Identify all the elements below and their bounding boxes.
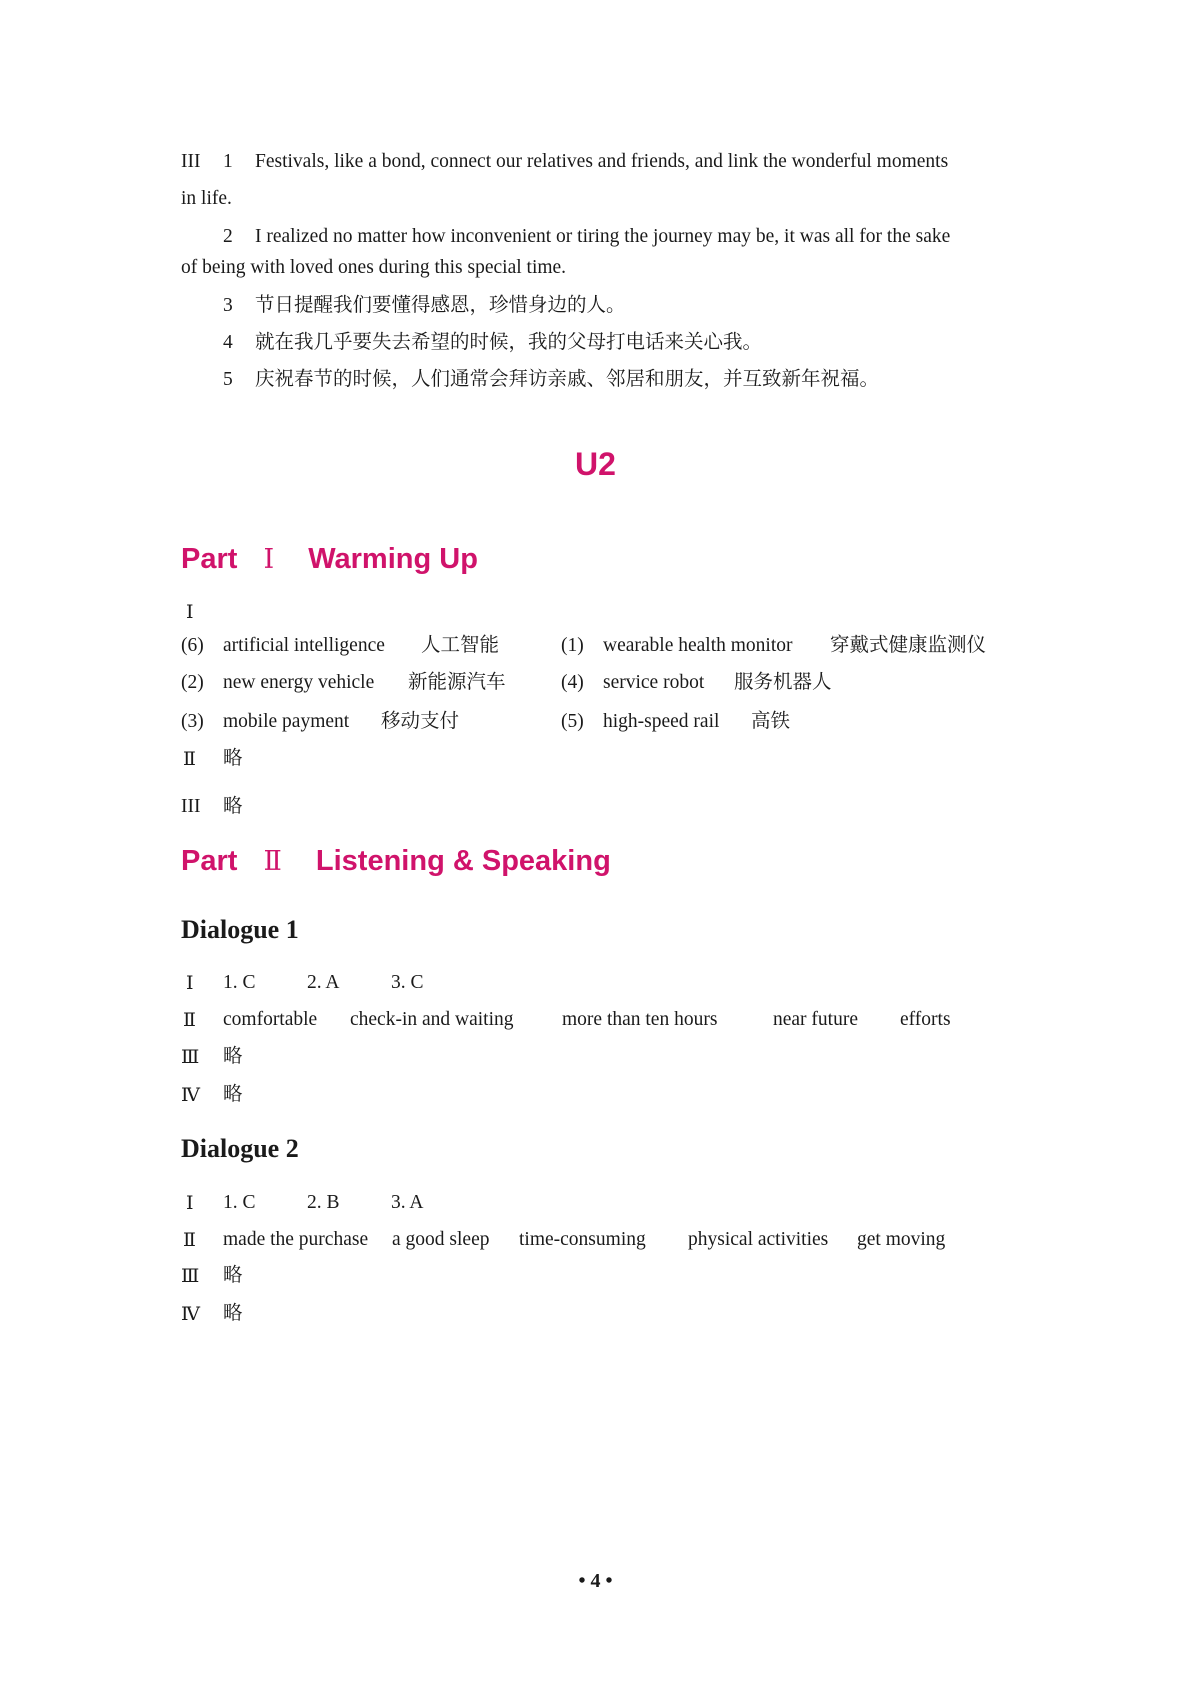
vocab-number: (5) (561, 711, 584, 732)
part-title: Listening & Speaking (315, 845, 611, 877)
vocab-chinese: 新能源汽车 (408, 672, 506, 693)
answer: 3. A (391, 1192, 424, 1213)
answer-omitted: 略 (223, 796, 243, 817)
part-title: Warming Up (308, 543, 478, 575)
item-text: 就在我几乎要失去希望的时候，我的父母打电话来关心我。 (255, 332, 763, 353)
vocab-number: (2) (181, 672, 204, 693)
section-label: Ⅳ (181, 1084, 200, 1106)
vocab-chinese: 移动支付 (381, 711, 460, 732)
section-label: Ⅱ (183, 748, 196, 770)
vocab-english: wearable health monitor (603, 635, 793, 656)
part-numeral: Ⅱ (263, 846, 282, 877)
answer-omitted: 略 (223, 1303, 243, 1324)
item-text-continued: of being with loved ones during this special time. (181, 257, 567, 278)
section-label: Ⅰ (186, 601, 194, 623)
item-number: 3 (223, 295, 233, 316)
dialogue-2-title: Dialogue 2 (181, 1134, 299, 1163)
answer: a good sleep (392, 1229, 490, 1250)
answer: 3. C (391, 972, 424, 993)
item-text: Festivals, like a bond, connect our relatives and friends, and link the wonderful moments (255, 151, 949, 172)
answer: comfortable (223, 1009, 318, 1030)
answer: 1. C (223, 1192, 256, 1213)
section-label: III (181, 796, 201, 817)
section-label: Ⅲ (181, 1265, 200, 1287)
answer: made the purchase (223, 1229, 369, 1250)
vocab-number: (1) (561, 635, 584, 656)
vocab-english: service robot (603, 672, 705, 693)
part-word: Part (181, 845, 238, 877)
part-2-heading (181, 843, 611, 880)
section-label: Ⅰ (186, 1192, 194, 1214)
item-number: 4 (223, 332, 233, 353)
item-number: 1 (223, 151, 233, 172)
item-text: I realized no matter how inconvenient or tiring the journey may be, it was all for the sake (255, 226, 951, 247)
answer: efforts (900, 1009, 951, 1030)
answer-omitted: 略 (223, 748, 243, 769)
part-word: Part (181, 543, 238, 575)
page-number: • 4 • (578, 1570, 613, 1592)
vocab-english: high-speed rail (603, 711, 720, 732)
section-label: Ⅱ (183, 1009, 196, 1031)
item-text: 节日提醒我们要懂得感恩，珍惜身边的人。 (255, 295, 626, 316)
dialogue-1-title: Dialogue 1 (181, 915, 299, 944)
section-label: Ⅲ (181, 1046, 200, 1068)
vocab-english: artificial intelligence (223, 635, 385, 656)
answer: 2. A (307, 972, 340, 993)
answer-omitted: 略 (223, 1046, 243, 1067)
vocab-english: mobile payment (223, 711, 350, 732)
item-number: 5 (223, 369, 233, 390)
vocab-chinese: 穿戴式健康监测仪 (830, 635, 987, 656)
answer: 2. B (307, 1192, 340, 1213)
answer: more than ten hours (562, 1009, 718, 1030)
vocab-number: (6) (181, 635, 204, 656)
answer: 1. C (223, 972, 256, 993)
answer: get moving (857, 1229, 946, 1250)
answer: time-consuming (519, 1229, 646, 1250)
section-label: Ⅳ (181, 1303, 200, 1325)
section-label: Ⅱ (183, 1229, 196, 1251)
part-1-heading (181, 541, 478, 578)
vocab-chinese: 高铁 (751, 711, 791, 732)
section-iii-label: III (181, 151, 201, 172)
answer-omitted: 略 (223, 1084, 243, 1105)
vocab-number: (3) (181, 711, 204, 732)
vocab-number: (4) (561, 672, 584, 693)
unit-title: U2 (575, 446, 616, 482)
answer: near future (773, 1009, 858, 1030)
section-label: Ⅰ (186, 972, 194, 994)
item-text-continued: in life. (181, 188, 232, 209)
item-number: 2 (223, 226, 233, 247)
vocab-chinese: 服务机器人 (734, 672, 832, 693)
part-numeral: Ⅰ (263, 544, 275, 575)
vocab-chinese: 人工智能 (421, 635, 500, 656)
answer-omitted: 略 (223, 1265, 243, 1286)
vocab-english: new energy vehicle (223, 672, 375, 693)
item-text: 庆祝春节的时候，人们通常会拜访亲戚、邻居和朋友，并互致新年祝福。 (255, 369, 880, 390)
answer: check-in and waiting (350, 1009, 514, 1030)
answer: physical activities (688, 1229, 829, 1250)
